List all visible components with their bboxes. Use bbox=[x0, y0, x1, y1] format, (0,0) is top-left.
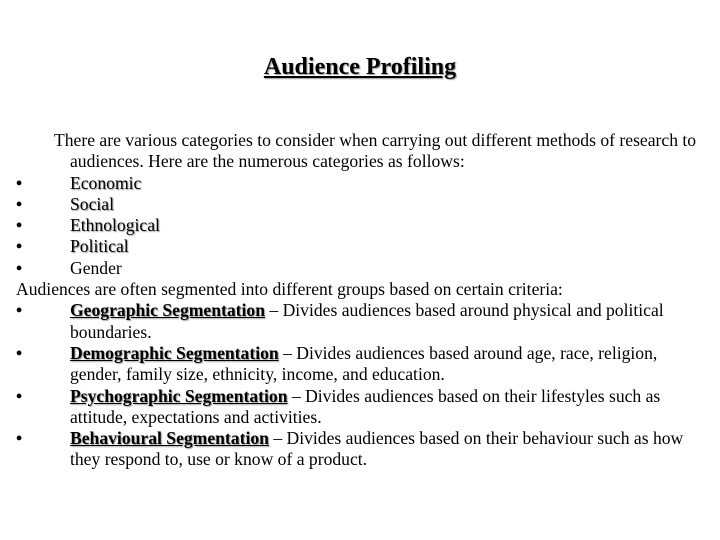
segment-description: – Divides audiences based around physical and political boundaries. bbox=[70, 300, 664, 342]
segment-list bbox=[16, 300, 712, 470]
list-item bbox=[16, 343, 712, 386]
bullet-icon: • bbox=[16, 257, 23, 278]
list-item bbox=[16, 236, 712, 257]
category-label: Gender bbox=[70, 257, 122, 278]
category-label: Economic bbox=[70, 172, 142, 193]
list-item bbox=[16, 215, 712, 236]
list-item bbox=[16, 428, 712, 471]
category-list bbox=[16, 173, 712, 279]
list-item bbox=[16, 386, 712, 429]
category-label: Political bbox=[70, 236, 129, 257]
category-label: Social bbox=[70, 193, 114, 214]
segment-description: – Divides audiences based around age, race, religion, gender, family size, ethnicity, income, and education. bbox=[70, 342, 658, 385]
segment-term: Psychographic Segmentation bbox=[70, 385, 288, 406]
bullet-icon: • bbox=[16, 385, 23, 406]
bullet-icon: • bbox=[16, 236, 23, 257]
segment-term: Demographic Segmentation bbox=[70, 342, 279, 363]
bullet-icon: • bbox=[16, 215, 23, 236]
bullet-icon: • bbox=[16, 300, 23, 321]
segment-intro: Audiences are often segmented into different groups based on certain criteria: bbox=[16, 279, 563, 300]
bullet-icon: • bbox=[16, 193, 23, 214]
slide-body bbox=[16, 130, 712, 471]
slide-title: Audience Profiling bbox=[263, 54, 457, 80]
segment-description: – Divides audiences based on their lifestyles such as attitude, expectations and activities. bbox=[70, 385, 661, 427]
list-item bbox=[16, 173, 712, 194]
bullet-icon: • bbox=[16, 172, 23, 193]
segment-term: Geographic Segmentation bbox=[70, 300, 265, 321]
segment-term: Behavioural Segmentation bbox=[70, 428, 269, 449]
list-item bbox=[16, 300, 712, 343]
list-item bbox=[16, 258, 712, 279]
list-item bbox=[16, 194, 712, 215]
segment-description: – Divides audiences based on their behaviour such as how they respond to, use or know of a product. bbox=[70, 428, 684, 470]
bullet-icon: • bbox=[16, 342, 23, 363]
bullet-icon: • bbox=[16, 428, 23, 449]
intro-paragraph: There are various categories to consider when carrying out different methods of research to audiences. Here are the numerous categories as follows: bbox=[54, 130, 697, 172]
category-label: Ethnological bbox=[70, 215, 160, 236]
